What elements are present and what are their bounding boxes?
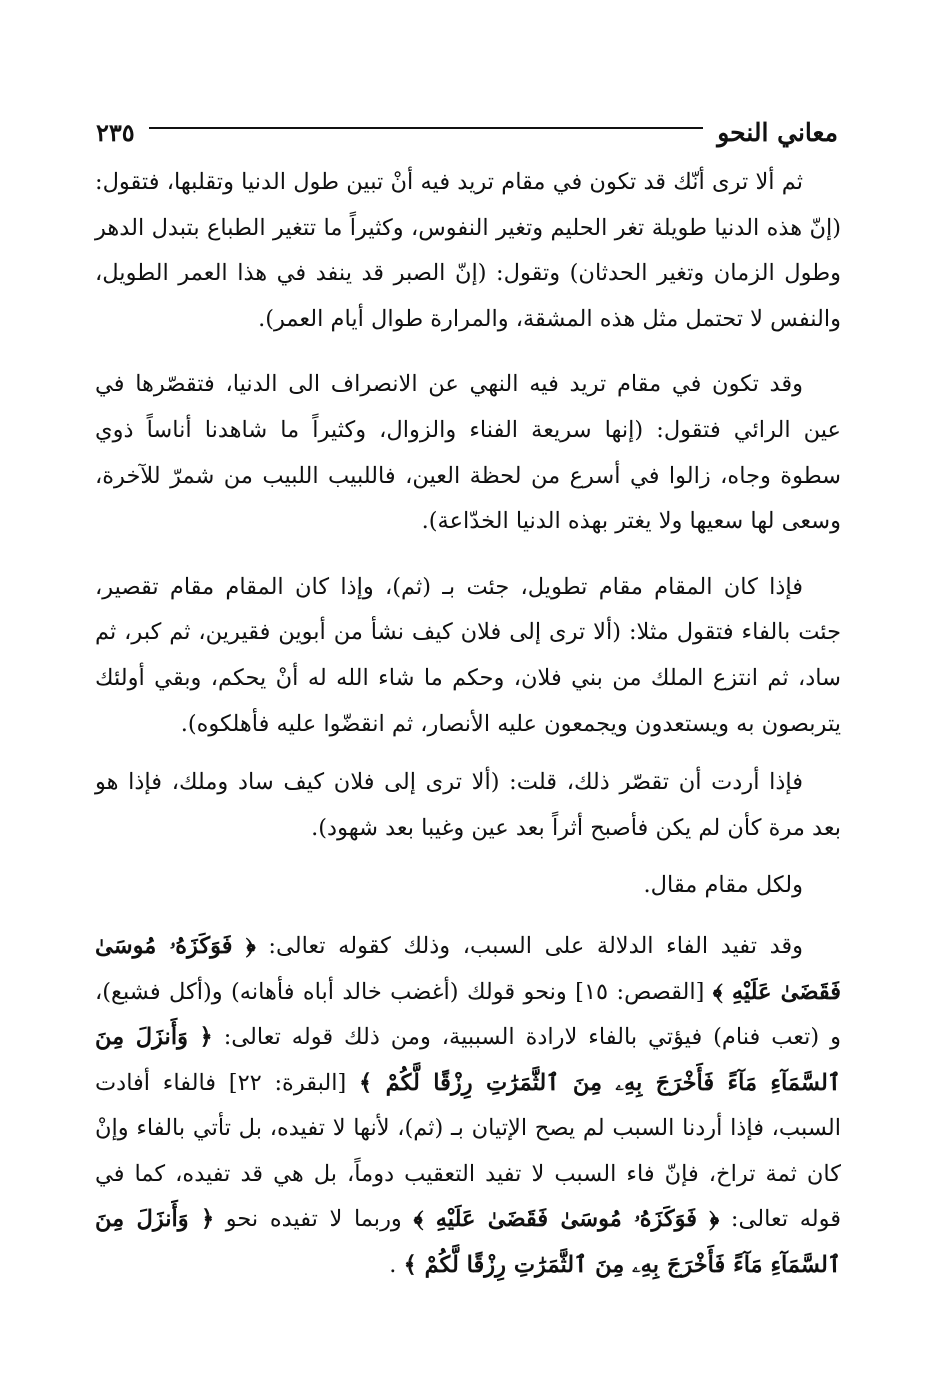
text-segment: . (389, 1252, 404, 1279)
text-segment: وقد تفيد الفاء الدلالة على السبب، وذلك كقوله تعالى: (255, 932, 803, 959)
text-segment: [القصص: ١٥] ونحو قولك (أغضب خالد أباه فأهانه) و(أكل فشبع)، و (تعب فنام) فيؤتي بالفاء لارادة السببية، ومن ذلك قوله تعالى: (95, 978, 841, 1051)
text-segment: [البقرة: ٢٢] فالفاء أفادت السبب، فإذا أردنا السبب لم يصح الإتيان بـ (ثم)، لأنها لا تفيده، بل تأتي بالفاء وإنْ كان ثمة تراخ، فإنّ فاء السبب لا تفيد التعقيب دوماً، بل هي قد تفيده، كما في قوله تعالى: (95, 1069, 842, 1233)
book-title: معاني النحو (717, 117, 838, 147)
quran-verse: ﴿ وَأَنزَلَ مِنَ ٱلسَّمَآءِ مَآءً فَأَخْرَجَ بِهِۦ مِنَ ٱلثَّمَرَٰتِ رِزْقًا لَّكُمْ ﴾ (95, 1024, 841, 1096)
running-header (96, 112, 838, 152)
body-text (95, 160, 841, 1289)
paragraph-6 (95, 924, 841, 1289)
header-rule (149, 127, 704, 129)
text-segment: وربما لا تفيده نحو (214, 1206, 414, 1233)
quran-verse: ﴿ فَوَكَزَهُۥ مُوسَىٰ فَقَضَىٰ عَلَيْهِ ﴾ (95, 932, 842, 1005)
quran-verse: ﴿ وَأَنزَلَ مِنَ ٱلسَّمَآءِ مَآءً فَأَخْرَجَ بِهِۦ مِنَ ٱلثَّمَرَٰتِ رِزْقًا لَّكُمْ ﴾ (95, 1206, 841, 1279)
quran-verse: ﴿ فَوَكَزَهُۥ مُوسَىٰ فَقَضَىٰ عَلَيْهِ ﴾ (413, 1206, 720, 1233)
page-number: ٢٣٥ (96, 117, 135, 147)
paragraph-5: ولكل مقام مقال. (643, 872, 803, 899)
paragraph-3: فإذا كان المقام مقام تطويل، جئت بـ (ثم)، وإذا كان المقام مقام تقصير، جئت بالفاء فتقول مثلا: (ألا ترى إلى فلان كيف نشأ من أبوين فقيرين، ثم كبر، ثم ساد، ثم انتزع الملك من بني فلان، وحكم ما شاء الله له أنْ يحكم، وبقي أولئك يتربصون به ويستعدون ويجمعون عليه الأنصار، ثم انقضّوا عليه فأهلكوه). (95, 573, 841, 737)
paragraph-1: ثم ألا ترى أنّك قد تكون في مقام تريد فيه أنْ تبين طول الدنيا وتقلبها، فتقول: (إنّ هذه الدنيا طويلة تغر الحليم وتغير النفوس، وكثيراً ما تتغير الطباع بتبدل الدهر وطول الزمان وتغير الحدثان) وتقول: (إنّ الصبر قد ينفد في هذا العمر الطويل، والنفس لا تحتمل مثل هذه المشقة، والمرارة طوال أيام العمر). (95, 169, 841, 332)
paragraph-4: فإذا أردت أن تقصّر ذلك، قلت: (ألا ترى إلى فلان كيف ساد وملك، فإذا هو بعد مرة كأن لم يكن فأصبح أثراً بعد عين وغيبا بعد شهود). (95, 769, 841, 841)
paragraph-2: وقد تكون في مقام تريد فيه النهي عن الانصراف الى الدنيا، فتقصّرها في عين الرائي فتقول: (إنها سريعة الفناء والزوال، وكثيراً ما شاهدنا أناساً ذوي سطوة وجاه، زالوا في أسرع من لحظة العين، فاللبيب اللبيب من شمرّ للآخرة، وسعى لها سعيها ولا يغتر بهذه الدنيا الخدّاعة). (95, 371, 841, 535)
